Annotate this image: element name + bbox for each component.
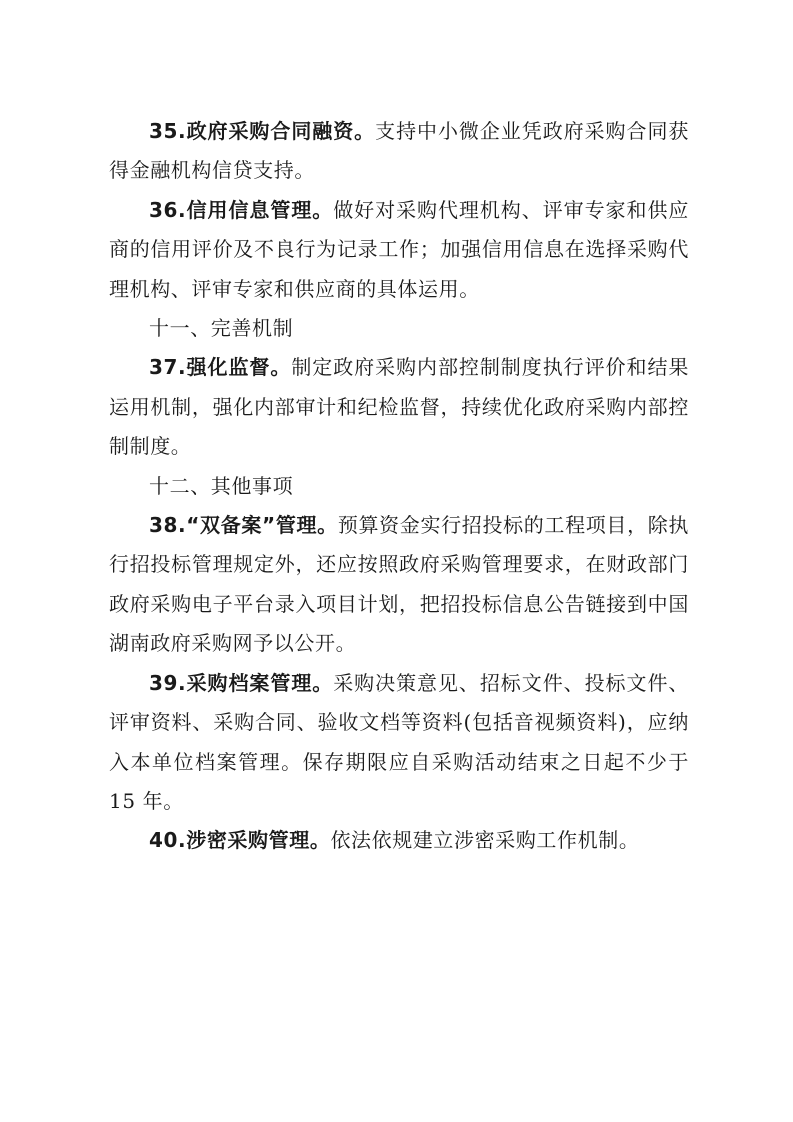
item-39-title: 39.采购档案管理。 xyxy=(149,670,334,695)
item-39-paragraph xyxy=(109,664,689,822)
document-body xyxy=(109,112,689,861)
item-39-text: 采购决策意见、招标文件、投标文件、评审资料、采购合同、验收文档等资料(包括音视频资料)，应纳入本单位档案管理。保存期限应自采购活动结束之日起不少于 15 年。 xyxy=(109,670,689,813)
item-37-title: 37.强化监督。 xyxy=(149,355,292,380)
item-37-text: 制定政府采购内部控制制度执行评价和结果运用机制，强化内部审计和纪检监督，持续优化政府采购内部控制制度。 xyxy=(109,355,689,459)
item-40-title: 40.涉密采购管理。 xyxy=(149,828,331,853)
item-37-paragraph xyxy=(109,348,689,466)
item-40-text: 依法依规建立涉密采购工作机制。 xyxy=(330,828,640,853)
section-12-heading: 十二、其他事项 xyxy=(149,473,294,498)
item-38-paragraph xyxy=(109,506,689,664)
item-36-title: 36.信用信息管理。 xyxy=(149,197,334,222)
item-35-text: 支持中小微企业凭政府采购合同获得金融机构信贷支持。 xyxy=(109,119,690,183)
section-11-heading: 十一、完善机制 xyxy=(149,316,294,341)
item-40-paragraph xyxy=(109,821,689,860)
item-38-text: 预算资金实行招投标的工程项目，除执行招投标管理规定外，还应按照政府采购管理要求，在财政部门政府采购电子平台录入项目计划，把招投标信息公告链接到中国湖南政府采购网予以公开。 xyxy=(109,513,689,656)
item-35-paragraph xyxy=(109,112,689,191)
item-35-title: 35.政府采购合同融资。 xyxy=(149,119,376,143)
item-38-title: 38.“双备案”管理。 xyxy=(149,513,338,538)
item-36-text: 做好对采购代理机构、评审专家和供应商的信用评价及不良行为记录工作；加强信用信息在选择采购代理机构、评审专家和供应商的具体运用。 xyxy=(109,197,689,301)
item-36-paragraph xyxy=(109,191,689,309)
